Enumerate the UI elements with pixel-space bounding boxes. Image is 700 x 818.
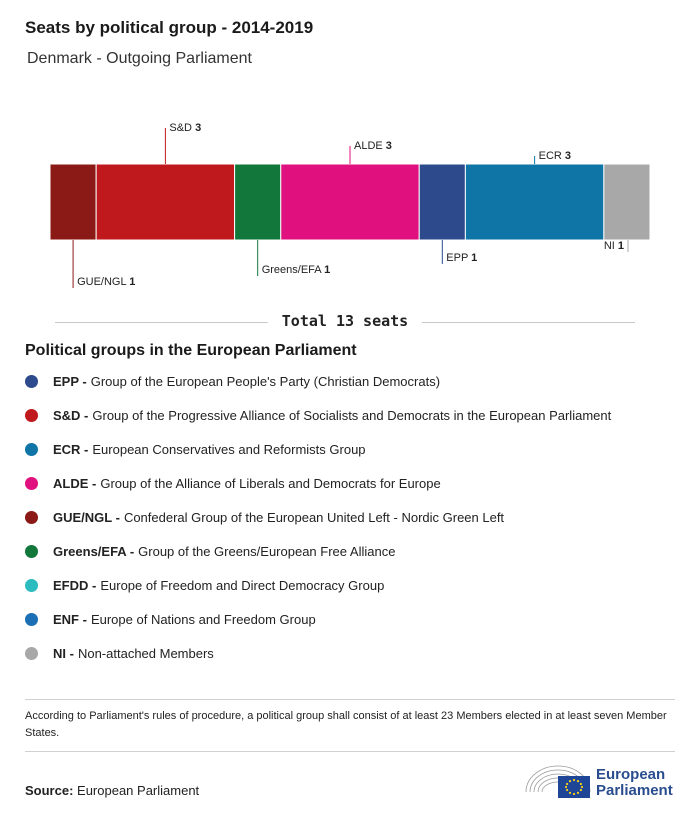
legend-dot [25,443,38,456]
source-line [25,783,199,798]
legend-dot [25,477,38,490]
legend-abbr: Greens/EFA - [53,543,135,559]
legend-title: Political groups in the European Parliament [25,342,357,359]
legend-desc: Confederal Group of the European United Left - Nordic Green Left [123,509,505,525]
legend-abbr: EFDD - [53,577,97,593]
segment-label-ni [604,240,624,252]
legend-item-enf [25,609,316,629]
note-divider-top [25,699,675,700]
legend-item-ni [25,643,214,663]
segment-name-s-d: S&D [169,122,196,134]
chart-subtitle: Denmark - Outgoing Parliament [27,50,252,67]
legend-dot [25,409,38,422]
legend-item-greens-efa [25,541,395,561]
european-parliament-logo [524,762,684,804]
segment-name-ecr: ECR [538,150,565,162]
legend-dot [25,647,38,660]
legend-desc: Group of the Progressive Alliance of Socialists and Democrats in the European Parliament [92,407,612,423]
bar-segment-s-d [96,164,234,240]
segment-name-alde: ALDE [354,140,386,152]
legend-abbr: ENF - [53,611,87,627]
segment-value-gue-ngl: 1 [129,276,136,288]
segment-value-ecr: 3 [564,150,572,162]
legend-desc: Group of the European People's Party (Christian Democrats) [90,373,441,389]
bar-segment-ni [604,164,650,240]
legend-desc: European Conservatives and Reformists Group [92,441,366,457]
legend-abbr: GUE/NGL - [53,509,120,525]
legend-item-gue-ngl [25,507,504,527]
legend-dot [25,579,38,592]
footnote: According to Parliament's rules of procedure, a political group shall consist of at least 23 Members elected in at least seven Member States. [25,710,667,739]
segment-value-s-d: 3 [195,122,202,134]
legend-desc: Europe of Freedom and Direct Democracy Group [100,577,385,593]
legend-desc: Europe of Nations and Freedom Group [90,611,316,627]
legend-dot [25,613,38,626]
legend-item-ecr [25,439,366,459]
legend-item-s-d [25,405,611,425]
bar-segment-ecr [465,164,603,240]
segment-value-ni: 1 [617,240,624,252]
legend-desc: Group of the Greens/European Free Alliance [138,543,396,559]
segment-value-alde: 3 [385,140,392,152]
logo-line-2: Parliament [596,782,673,799]
legend-desc: Group of the Alliance of Liberals and Democrats for Europe [100,475,441,491]
legend-dot [25,375,38,388]
segment-label-greens-efa [262,264,331,276]
chart-title: Seats by political group - 2014-2019 [25,18,314,37]
segment-name-epp: EPP [446,252,472,264]
bar-segment-gue-ngl [50,164,96,240]
segment-value-epp: 1 [471,252,478,264]
total-seats-label: Total 13 seats [268,312,422,330]
segment-label-epp [446,252,477,264]
segment-label-s-d [169,122,201,134]
logo-wordmark [596,767,673,799]
legend-abbr: ECR - [53,441,89,457]
segment-name-gue-ngl: GUE/NGL [77,276,130,288]
legend-dot [25,511,38,524]
note-divider-bottom [25,751,675,752]
legend-item-alde [25,473,441,493]
legend-abbr: EPP - [53,373,87,389]
legend-desc: Non-attached Members [77,645,214,661]
total-seats-row [55,312,635,332]
seat-bar-chart [0,120,700,295]
bar-segment-epp [419,164,465,240]
legend-dot [25,545,38,558]
legend-item-efdd [25,575,384,595]
segment-label-alde [354,140,392,152]
source-label: Source: [25,783,74,798]
legend-abbr: ALDE - [53,475,97,491]
segment-label-gue-ngl [77,276,135,288]
bar-segment-alde [281,164,419,240]
segment-value-greens-efa: 1 [324,264,331,276]
source-value: European Parliament [77,783,200,798]
segment-name-ni: NI [603,240,618,252]
legend-abbr: S&D - [53,407,89,423]
logo-line-1: European [596,766,666,783]
bar-segment-greens-efa [235,164,281,240]
legend-abbr: NI - [53,645,74,661]
segment-label-ecr [539,150,571,162]
segment-name-greens-efa: Greens/EFA [261,264,325,276]
hemicycle-flag-icon [524,762,592,802]
legend-item-epp [25,371,440,391]
